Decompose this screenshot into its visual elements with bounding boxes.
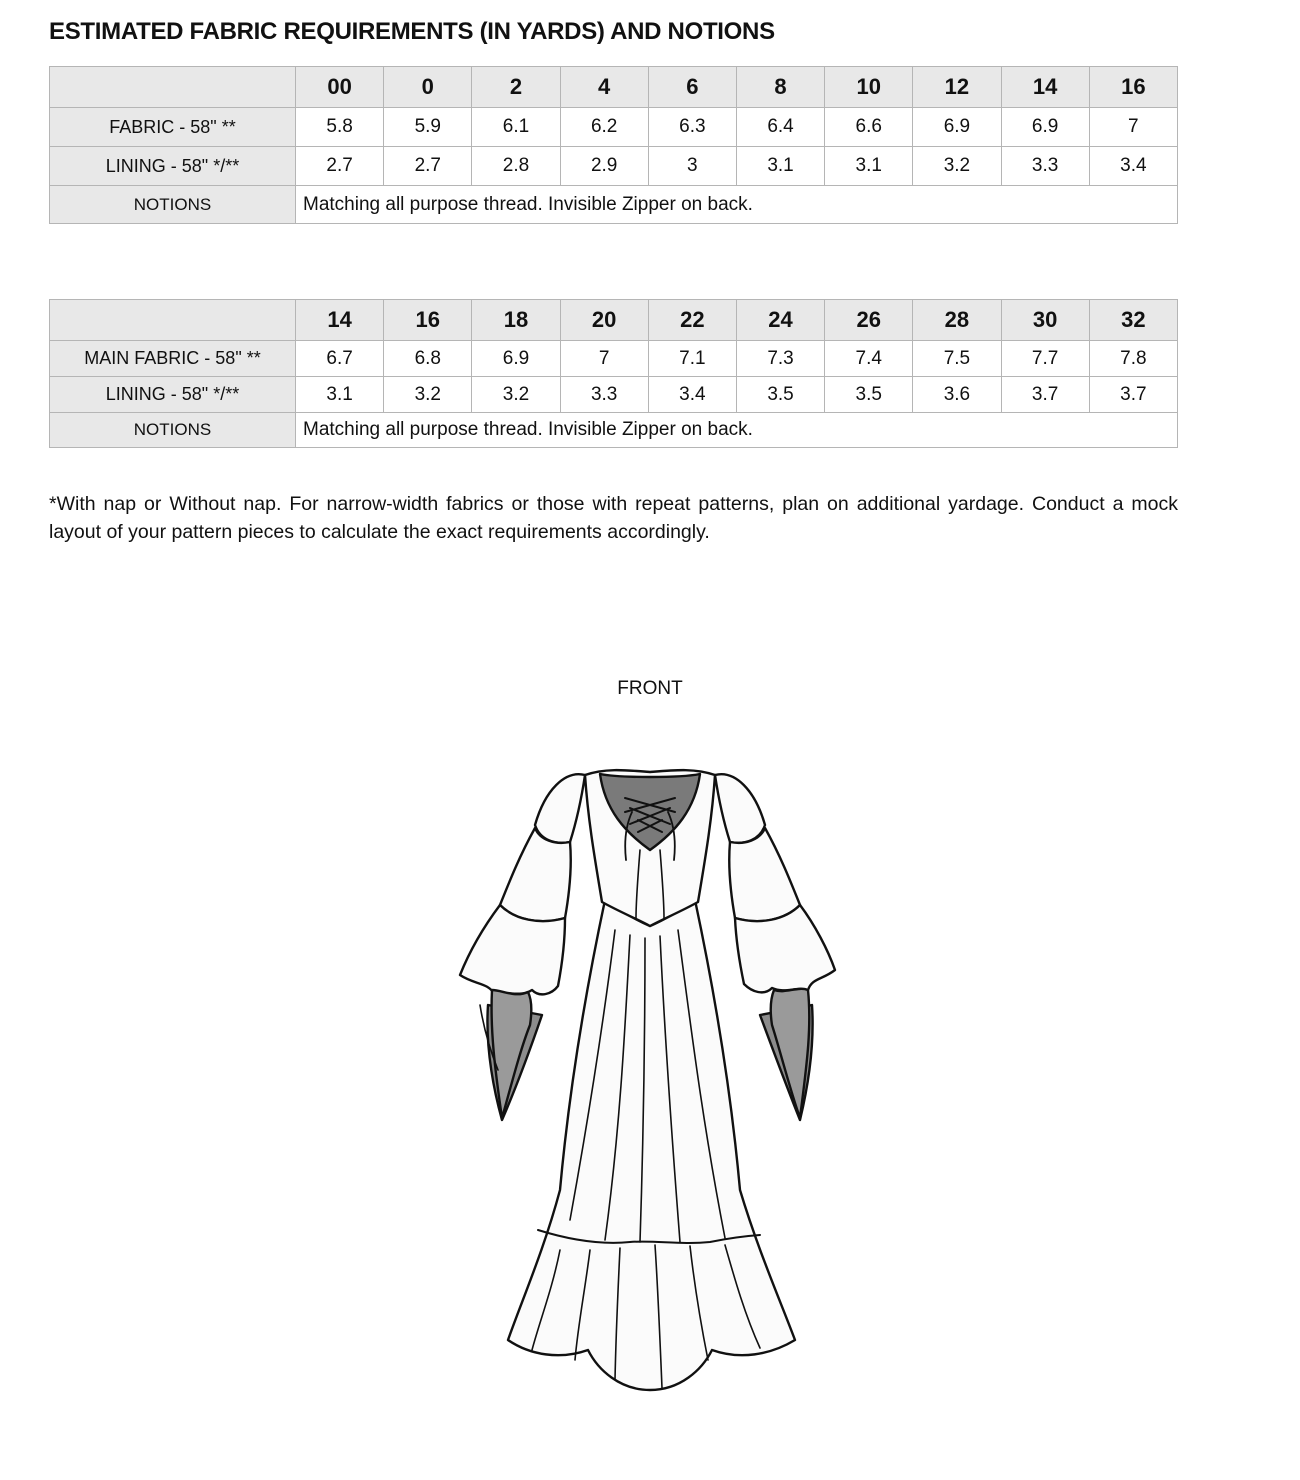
yardage-cell: 7.3 (736, 341, 824, 377)
lining-row (50, 377, 1178, 413)
notions-row (50, 413, 1178, 448)
size-header-cell: 6 (648, 67, 736, 108)
row-label: NOTIONS (50, 186, 296, 224)
yardage-cell: 3 (648, 147, 736, 186)
header-corner-cell (50, 67, 296, 108)
notions-text: Matching all purpose thread. Invisible Zipper on back. (296, 413, 1178, 448)
yardage-cell: 6.7 (296, 341, 384, 377)
yardage-cell: 5.9 (384, 108, 472, 147)
size-header-cell: 28 (913, 300, 1001, 341)
yardage-cell: 6.9 (1001, 108, 1089, 147)
left-lower-sleeve (500, 828, 571, 921)
size-header-cell: 0 (384, 67, 472, 108)
yardage-cell: 7.7 (1001, 341, 1089, 377)
yardage-cell: 6.8 (384, 341, 472, 377)
lining-row (50, 147, 1178, 186)
fabric-requirements-table-2 (49, 299, 1178, 448)
yardage-cell: 7.5 (913, 341, 1001, 377)
size-header-cell: 16 (1089, 67, 1177, 108)
size-header-cell: 30 (1001, 300, 1089, 341)
size-header-cell: 22 (648, 300, 736, 341)
size-header-cell: 8 (736, 67, 824, 108)
left-upper-sleeve (535, 774, 585, 843)
size-header-cell: 10 (825, 67, 913, 108)
size-header-cell: 16 (384, 300, 472, 341)
yardage-cell: 6.9 (472, 341, 560, 377)
yardage-cell: 3.4 (1089, 147, 1177, 186)
size-header-cell: 00 (296, 67, 384, 108)
main-fabric-row (50, 341, 1178, 377)
yardage-cell: 6.2 (560, 108, 648, 147)
size-header-cell: 4 (560, 67, 648, 108)
size-header-cell: 2 (472, 67, 560, 108)
yardage-cell: 6.4 (736, 108, 824, 147)
yardage-cell: 3.4 (648, 377, 736, 413)
size-header-row (50, 67, 1178, 108)
yardage-cell: 3.5 (736, 377, 824, 413)
yardage-cell: 2.9 (560, 147, 648, 186)
size-header-cell: 32 (1089, 300, 1177, 341)
yardage-cell: 3.1 (825, 147, 913, 186)
row-label: LINING - 58" */** (50, 147, 296, 186)
size-header-cell: 20 (560, 300, 648, 341)
row-label: FABRIC - 58" ** (50, 108, 296, 147)
yardage-cell: 3.7 (1001, 377, 1089, 413)
yardage-cell: 2.7 (296, 147, 384, 186)
row-label: NOTIONS (50, 413, 296, 448)
yardage-cell: 3.1 (296, 377, 384, 413)
fabric-row (50, 108, 1178, 147)
yardage-cell: 7 (560, 341, 648, 377)
header-corner-cell (50, 300, 296, 341)
size-header-cell: 18 (472, 300, 560, 341)
fabric-requirements-table-1 (49, 66, 1178, 224)
front-view-label: FRONT (617, 678, 683, 699)
yardage-cell: 2.7 (384, 147, 472, 186)
size-header-row (50, 300, 1178, 341)
yardage-cell: 2.8 (472, 147, 560, 186)
yardage-footnote: *With nap or Without nap. For narrow-width fabrics or those with repeat patterns, plan on additional yardage. Conduct a mock layout of your pattern pieces to calculate the exact requirements accordingly. (49, 493, 1178, 543)
yardage-cell: 3.1 (736, 147, 824, 186)
size-header-cell: 26 (825, 300, 913, 341)
yardage-cell: 7.4 (825, 341, 913, 377)
notions-text: Matching all purpose thread. Invisible Zipper on back. (296, 186, 1178, 224)
yardage-cell: 3.2 (472, 377, 560, 413)
row-label: LINING - 58" */** (50, 377, 296, 413)
yardage-cell: 6.3 (648, 108, 736, 147)
right-upper-sleeve (715, 774, 765, 843)
yardage-cell: 5.8 (296, 108, 384, 147)
right-lower-sleeve (729, 828, 800, 921)
yardage-cell: 3.2 (384, 377, 472, 413)
size-header-cell: 14 (1001, 67, 1089, 108)
row-label: MAIN FABRIC - 58" ** (50, 341, 296, 377)
yardage-cell: 6.9 (913, 108, 1001, 147)
yardage-cell: 3.7 (1089, 377, 1177, 413)
size-header-cell: 14 (296, 300, 384, 341)
yardage-cell: 7.1 (648, 341, 736, 377)
size-header-cell: 12 (913, 67, 1001, 108)
yardage-cell: 3.3 (560, 377, 648, 413)
page-title: ESTIMATED FABRIC REQUIREMENTS (IN YARDS) AND NOTIONS (49, 18, 775, 45)
yardage-cell: 3.6 (913, 377, 1001, 413)
dress-front-illustration (440, 750, 860, 1410)
size-header-cell: 24 (736, 300, 824, 341)
notions-row (50, 186, 1178, 224)
yardage-cell: 7.8 (1089, 341, 1177, 377)
yardage-cell: 7 (1089, 108, 1177, 147)
yardage-cell: 3.3 (1001, 147, 1089, 186)
yardage-cell: 3.5 (825, 377, 913, 413)
yardage-cell: 6.6 (825, 108, 913, 147)
yardage-cell: 6.1 (472, 108, 560, 147)
yardage-cell: 3.2 (913, 147, 1001, 186)
